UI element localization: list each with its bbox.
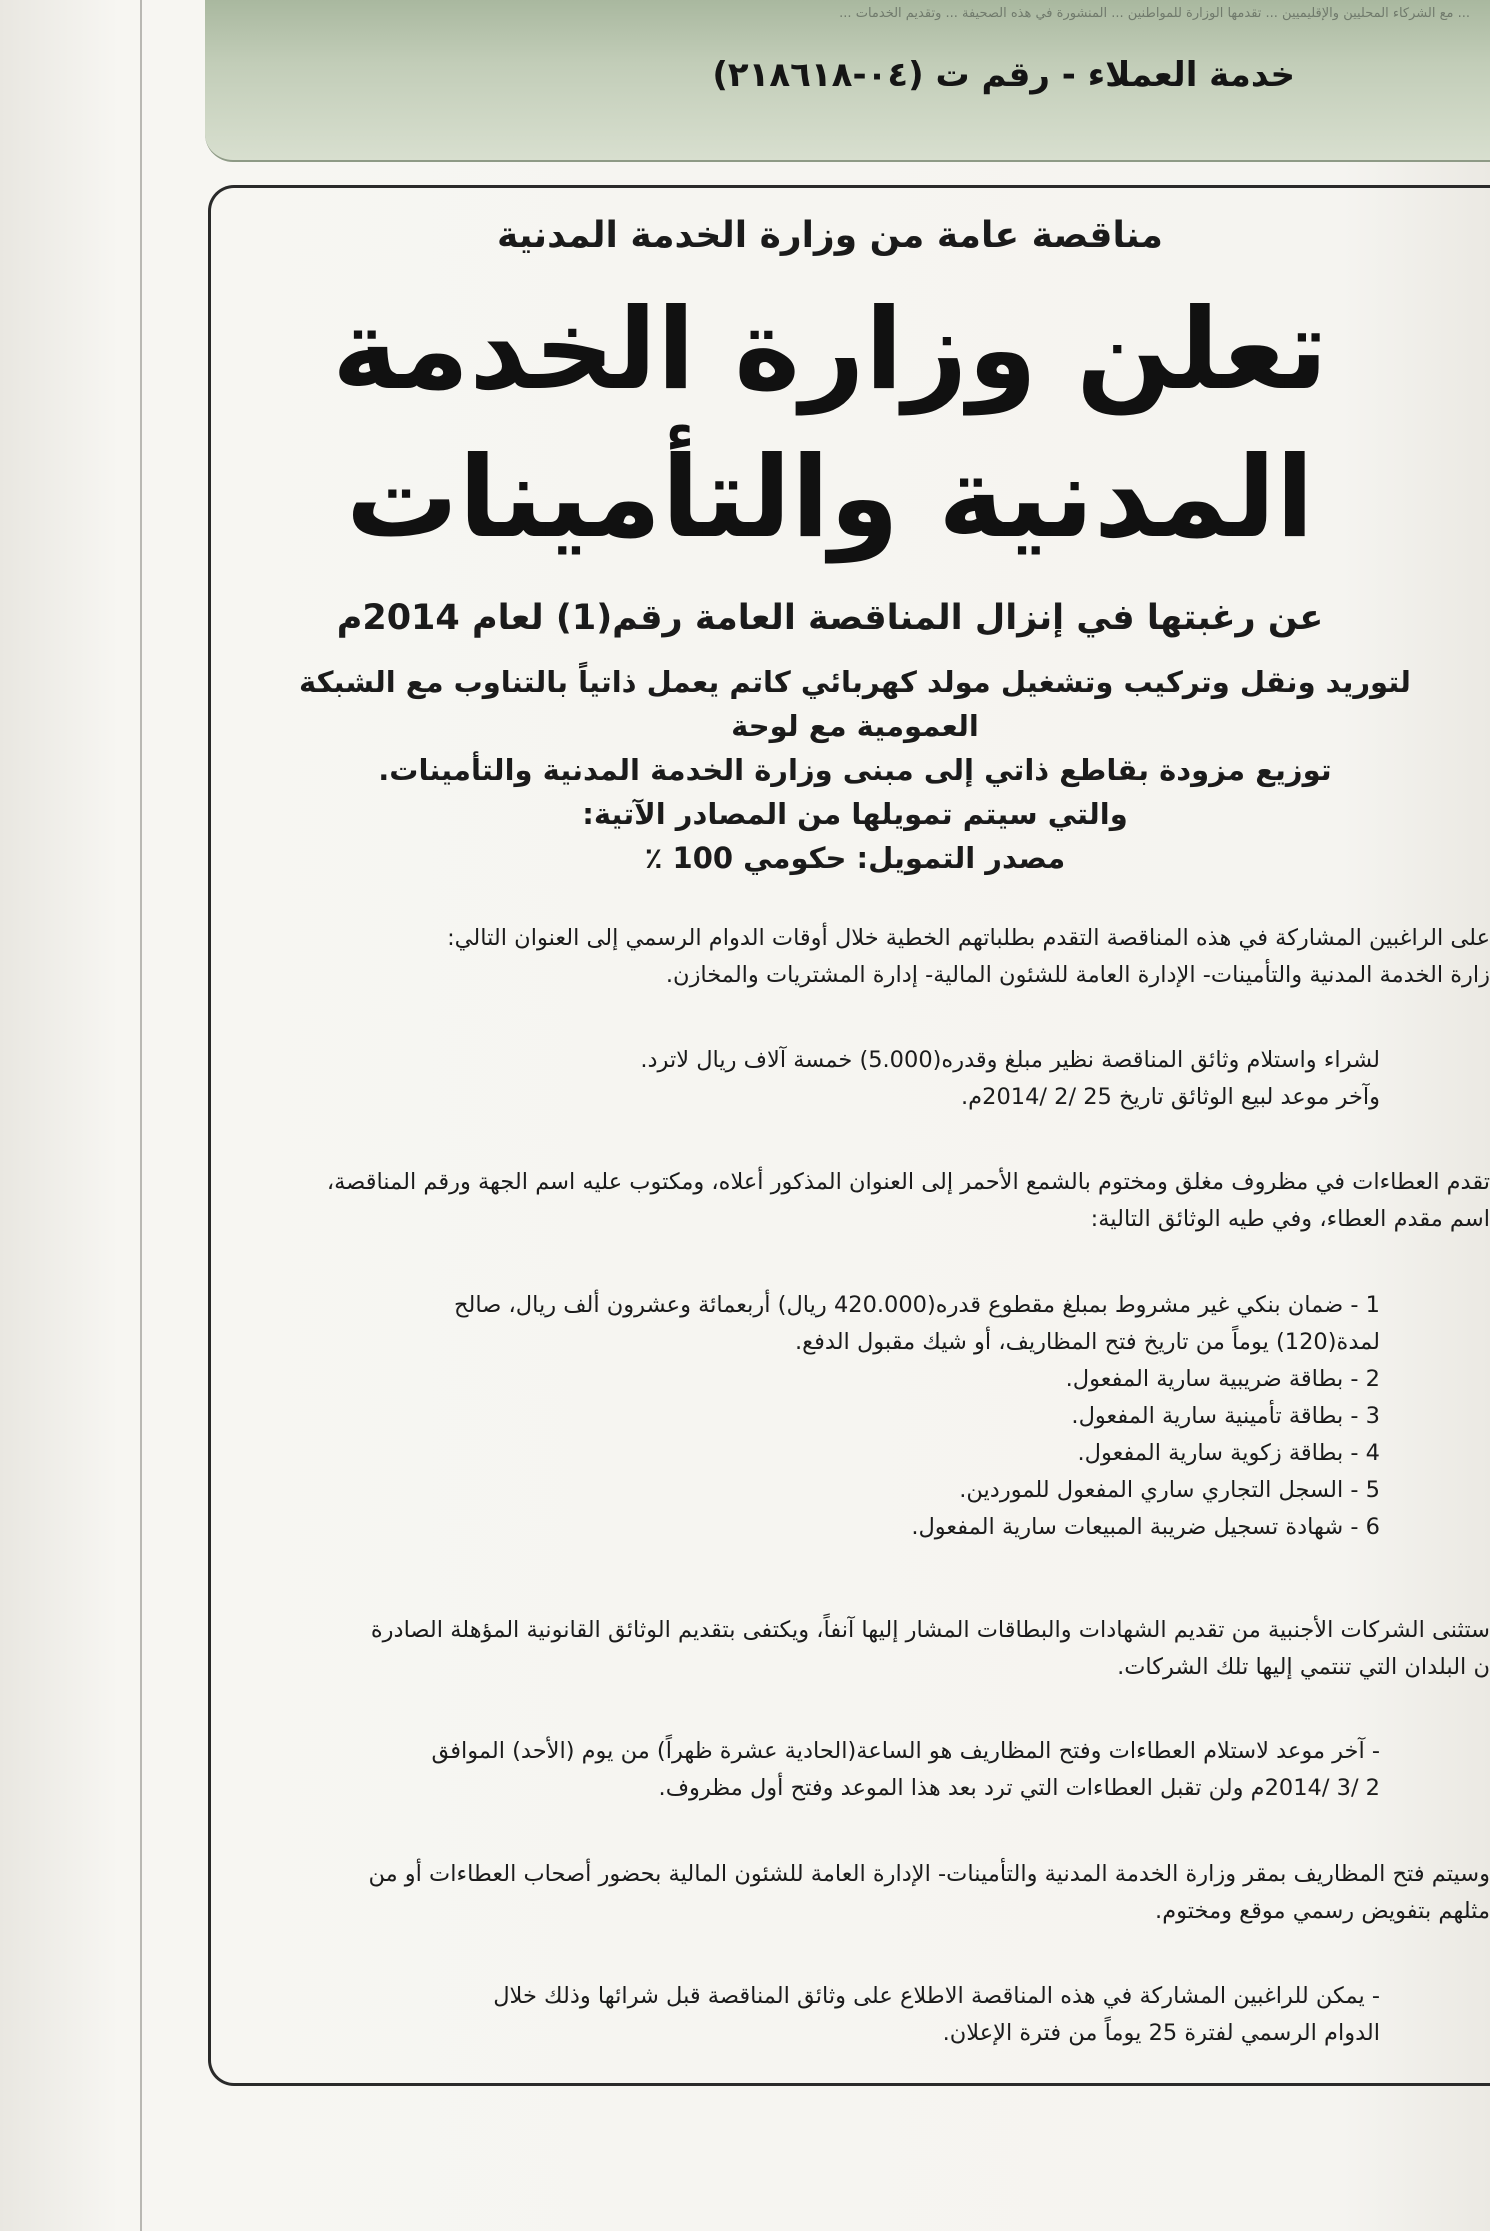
notice-subtitle: مناقصة عامة من وزارة الخدمة المدنية — [497, 215, 1163, 256]
paragraph-deadline — [100, 1733, 1490, 1807]
list-item: لمدة(120) يوماً من تاريخ فتح المظاريف، أو شيك مقبول الدفع. — [795, 1329, 1380, 1355]
required-documents-list — [100, 1287, 1490, 1546]
notice-title-line2: المدنية والتأمينات — [345, 433, 1315, 563]
body-line: ستثنى الشركات الأجنبية من تقديم الشهادات والبطاقات المشار إليها آنفاً، ويكتفى بتقديم الوثائق القانونية المؤهلة الصادرة — [370, 1617, 1490, 1643]
list-item: 2 - بطاقة ضريبية سارية المفعول. — [1065, 1366, 1380, 1392]
body-line: زارة الخدمة المدنية والتأمينات- الإدارة العامة للشئون المالية- إدارة المشتريات والمخازن. — [665, 962, 1490, 988]
customer-service-title: خدمة العملاء - رقم ت (٠٤-٢١٨٦١٨) — [712, 55, 1295, 95]
notice-title-line1: تعلن وزارة الخدمة — [332, 285, 1328, 415]
purpose-line3: والتي سيتم تمويلها من المصادر الآتية: — [582, 797, 1128, 831]
body-line: مثلهم بتفويض رسمي موقع ومختوم. — [1155, 1898, 1490, 1924]
body-line: الدوام الرسمي لفترة 25 يوماً من فترة الإعلان. — [942, 2020, 1380, 2046]
paragraph-documents-purchase — [100, 1042, 1490, 1116]
list-item: 4 - بطاقة زكوية سارية المفعول. — [1077, 1440, 1380, 1466]
body-line: ن البلدان التي تنتمي إليها تلك الشركات. — [1117, 1654, 1490, 1680]
paragraph-document-review — [100, 1978, 1490, 2052]
paragraph-foreign-companies — [210, 1612, 1490, 1686]
body-line: - آخر موعد لاستلام العطاءات وفتح المظاريف هو الساعة(الحادية عشرة ظهراً) من يوم (الأحد) الموافق — [431, 1738, 1380, 1764]
body-line: 2 /3 /2014م ولن تقبل العطاءات التي ترد بعد هذا الموعد وفتح أول مظروف. — [658, 1775, 1380, 1801]
list-item: 5 - السجل التجاري ساري المفعول للموردين. — [959, 1477, 1380, 1503]
body-line: لشراء واستلام وثائق المناقصة نظير مبلغ وقدره(5.000) خمسة آلاف ريال لاترد. — [640, 1047, 1380, 1073]
body-line: اسم مقدم العطاء، وفي طيه الوثائق التالية: — [1090, 1206, 1490, 1232]
list-item: 1 - ضمان بنكي غير مشروط بمبلغ مقطوع قدره(420.000 ريال) أربعمائة وعشرون ألف ريال، صالح — [454, 1292, 1380, 1318]
body-line: على الراغبين المشاركة في هذه المناقصة التقدم بطلباتهم الخطية خلال أوقات الدوام الرسمي إلى العنوان التالي: — [447, 925, 1490, 951]
list-item: 6 - شهادة تسجيل ضريبة المبيعات سارية المفعول. — [911, 1514, 1380, 1540]
notice-intro: عن رغبتها في إنزال المناقصة العامة رقم(1) لعام 2014م — [336, 598, 1324, 638]
paragraph-opening-envelopes — [210, 1856, 1490, 1930]
paragraph-submission-address — [210, 920, 1490, 994]
funding-source: مصدر التمويل: حكومي 100 ٪ — [644, 841, 1066, 875]
body-line: وسيتم فتح المظاريف بمقر وزارة الخدمة المدنية والتأمينات- الإدارة العامة للشئون المالية بحضور أصحاب العطاءات أو من — [368, 1861, 1490, 1887]
body-line: وآخر موعد لبيع الوثائق تاريخ 25 /2 /2014م. — [961, 1084, 1380, 1110]
body-line: تقدم العطاءات في مظروف مغلق ومختوم بالشمع الأحمر إلى العنوان المذكور أعلاه، ومكتوب عليه اسم الجهة ورقم المناقصة، — [326, 1169, 1490, 1195]
paragraph-bid-envelope — [210, 1164, 1490, 1238]
banner-strip-text: ... مع الشركاء المحليين والإقليميين ... تقدمها الوزارة للمواطنين ... المنشورة في هذه الصحيفة ... وتقديم الخدمات ... — [839, 6, 1470, 21]
purpose-line1: لتوريد ونقل وتركيب وتشغيل مولد كهربائي كاتم يعمل ذاتياً بالتناوب مع الشبكة العمومية مع لوحة — [299, 665, 1411, 743]
notice-header — [240, 215, 1490, 880]
body-line: - يمكن للراغبين المشاركة في هذه المناقصة الاطلاع على وثائق المناقصة قبل شرائها وذلك خلال — [493, 1983, 1380, 2009]
list-item: 3 - بطاقة تأمينية سارية المفعول. — [1071, 1403, 1380, 1429]
purpose-line2: توزيع مزودة بقاطع ذاتي إلى مبنى وزارة الخدمة المدنية والتأمينات. — [378, 753, 1332, 787]
